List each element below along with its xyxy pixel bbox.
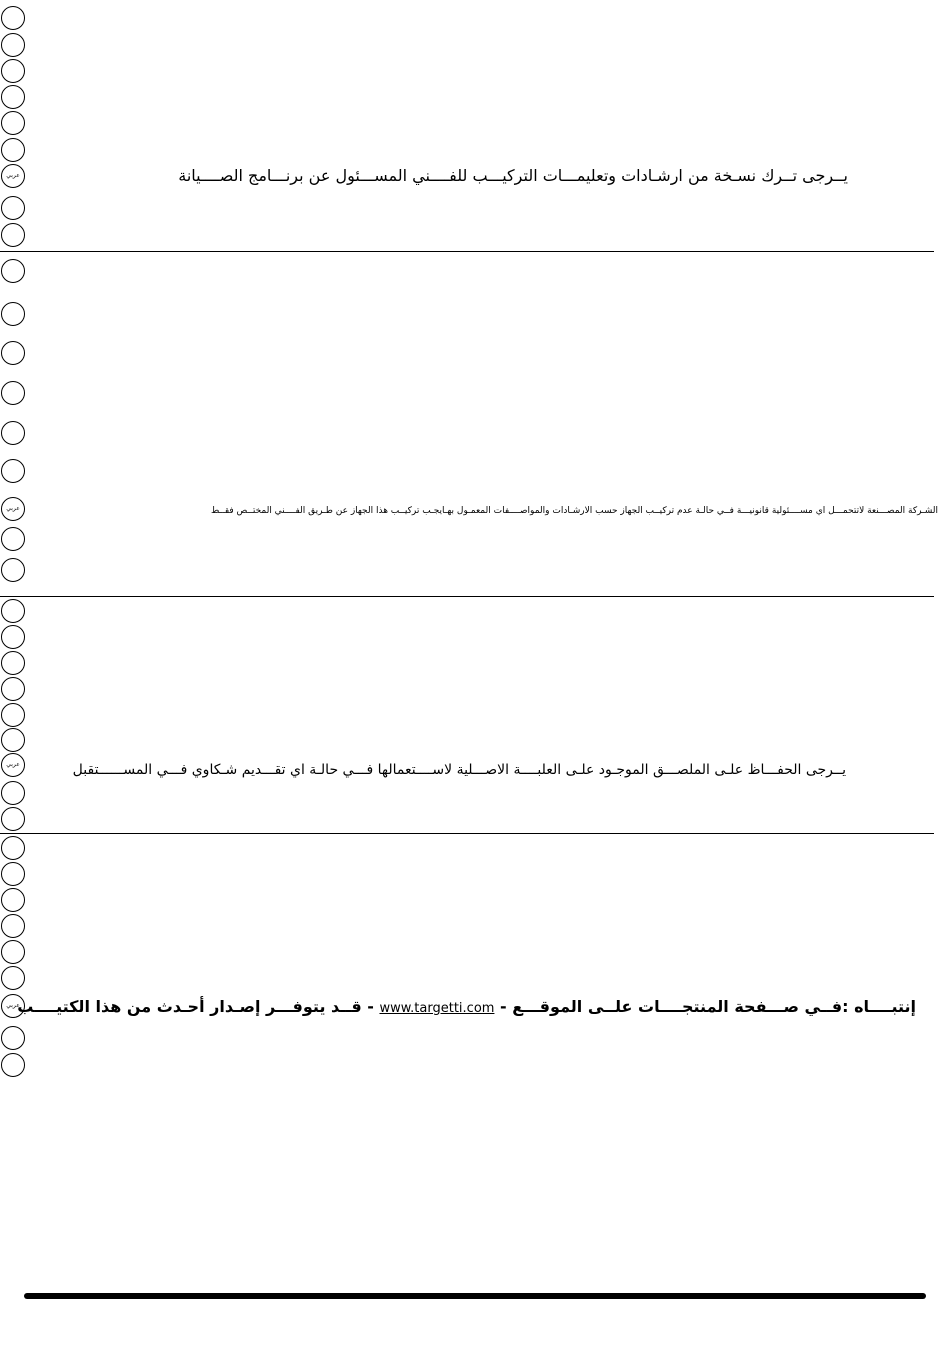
binder-ring — [1, 888, 25, 912]
footer-rule — [24, 1293, 926, 1299]
binder-ring — [1, 527, 25, 551]
binder-ring — [1, 111, 25, 135]
binder-ring — [1, 599, 25, 623]
language-tag — [1, 164, 25, 188]
notice-keep-copy: يــرجى تــرك نسـخة من ارشـادات وتعليمـــات التركيـــب للفــــني المســـئول عن برنـــامج الصــــيانة — [178, 166, 848, 185]
language-tag — [1, 753, 25, 777]
notice-liability: الشـركة المصـــنعة لاتتحمـــل اي مســــئولية قانونيـــة فــي حالـة عدم تركيــب الجهاز حسب الارشـادات والمواصــــفات المعمـول بهـايجـب تركيــب هذا الجهاز عن طـريق الفــــني المختــص فقــط — [211, 506, 938, 516]
binder-ring — [1, 459, 25, 483]
section-divider — [0, 596, 934, 597]
binder-ring — [1, 677, 25, 701]
binder-ring — [1, 33, 25, 57]
binder-ring — [1, 59, 25, 83]
notice-newer-version-after: - قــد يتوفـــر إصـدار أحـدث من هذا الكتيــــب — [17, 997, 380, 1016]
language-tag — [1, 497, 25, 521]
binder-ring — [1, 85, 25, 109]
section-divider — [0, 833, 934, 834]
notice-keep-label: يــرجى الحفـــاظ علـى الملصـــق الموجـود علـى العلبــــة الاصـــلية لاســــتعمالها فـــي حالـة اي تقـــديم شـكاوي فـــي المســــــتقبل — [72, 762, 846, 778]
language-tag-label: عربي — [6, 172, 20, 179]
website-link[interactable]: www.targetti.com — [379, 1001, 495, 1016]
binder-ring — [1, 1053, 25, 1077]
binder-ring — [1, 862, 25, 886]
binder-ring — [1, 651, 25, 675]
binder-ring — [1, 558, 25, 582]
binder-ring — [1, 138, 25, 162]
binder-ring — [1, 836, 25, 860]
binder-ring — [1, 728, 25, 752]
binder-ring — [1, 381, 25, 405]
binder-ring — [1, 223, 25, 247]
binder-ring — [1, 6, 25, 30]
binder-ring — [1, 966, 25, 990]
binder-ring — [1, 259, 25, 283]
language-tag-label: عربي — [6, 505, 20, 512]
language-tag-label: عربي — [6, 1002, 20, 1009]
binder-ring — [1, 196, 25, 220]
binder-ring — [1, 781, 25, 805]
binder-ring — [1, 940, 25, 964]
notice-newer-version — [17, 997, 916, 1019]
binder-ring — [1, 703, 25, 727]
binder-ring — [1, 625, 25, 649]
binder-ring — [1, 1026, 25, 1050]
binder-ring — [1, 302, 25, 326]
section-divider — [0, 251, 934, 252]
notice-newer-version-before: إنتبــــاه :فــي صـــفحة المنتجــــات علــى الموقـــع - — [494, 997, 916, 1016]
binder-ring — [1, 807, 25, 831]
binder-ring — [1, 421, 25, 445]
binder-ring — [1, 914, 25, 938]
binder-ring — [1, 341, 25, 365]
language-tag-label: عربي — [6, 761, 20, 768]
